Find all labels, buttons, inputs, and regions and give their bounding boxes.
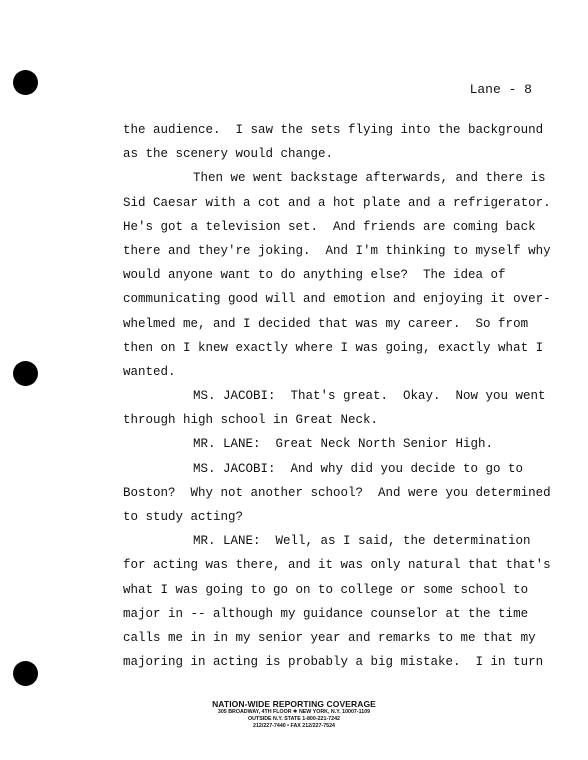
footer-address: 305 BROADWAY, 4TH FLOOR ✱ NEW YORK, N.Y. 10007-1109 xyxy=(217,709,371,715)
transcript-line: through high school in Great Neck. xyxy=(123,413,379,428)
transcript-line: communicating good will and emotion and enjoying it over- xyxy=(123,292,551,307)
transcript-line: MR. LANE: Great Neck North Senior High. xyxy=(193,437,494,452)
transcript-line: MS. JACOBI: That's great. Okay. Now you went xyxy=(193,389,546,404)
transcript-line: would anyone want to do anything else? The idea of xyxy=(123,268,506,283)
transcript-line: whelmed me, and I decided that was my career. So from xyxy=(123,316,529,331)
transcript-line: as the scenery would change. xyxy=(123,147,334,162)
transcript-line: MS. JACOBI: And why did you decide to go to xyxy=(193,461,524,476)
transcript-line: He's got a television set. And friends are coming back xyxy=(123,219,536,234)
transcript-line: MR. LANE: Well, as I said, the determination xyxy=(193,534,531,549)
transcript-line: what I was going to go on to college or some school to xyxy=(123,582,529,597)
page-header: Lane - 8 xyxy=(469,82,532,97)
transcript-body xyxy=(123,118,551,674)
footer-company: NATION-WIDE REPORTING COVERAGE xyxy=(212,699,376,709)
footer-phones: 212/227-7440 • FAX 212/227-7524 xyxy=(253,723,335,729)
transcript-line: there and they're joking. And I'm thinking to myself why xyxy=(123,243,551,258)
transcript-line: the audience. I saw the sets flying into the background xyxy=(123,123,544,137)
transcript-line: Sid Caesar with a cot and a hot plate and a refrigerator. xyxy=(123,195,551,210)
binder-hole-bottom xyxy=(13,661,38,686)
binder-hole-middle xyxy=(13,361,38,386)
transcript-line: then on I knew exactly where I was going, exactly what I xyxy=(123,340,544,355)
footer-toll-free: OUTSIDE N.Y. STATE 1-800-221-7242 xyxy=(248,716,340,722)
transcript-line: to study acting? xyxy=(123,510,244,524)
transcript-line: Then we went backstage afterwards, and there is xyxy=(193,171,546,186)
page-footer xyxy=(0,699,588,730)
transcript-line: wanted. xyxy=(123,364,176,379)
binder-hole-top xyxy=(13,70,38,95)
transcript-line: calls me in in my senior year and remarks to me that my xyxy=(123,630,536,645)
transcript-line: major in -- although my guidance counselor at the time xyxy=(123,606,529,621)
transcript-line: for acting was there, and it was only natural that that's xyxy=(123,558,551,573)
transcript-line: Boston? Why not another school? And were you determined xyxy=(123,485,551,500)
transcript-line: majoring in acting is probably a big mistake. I in turn xyxy=(123,655,544,670)
